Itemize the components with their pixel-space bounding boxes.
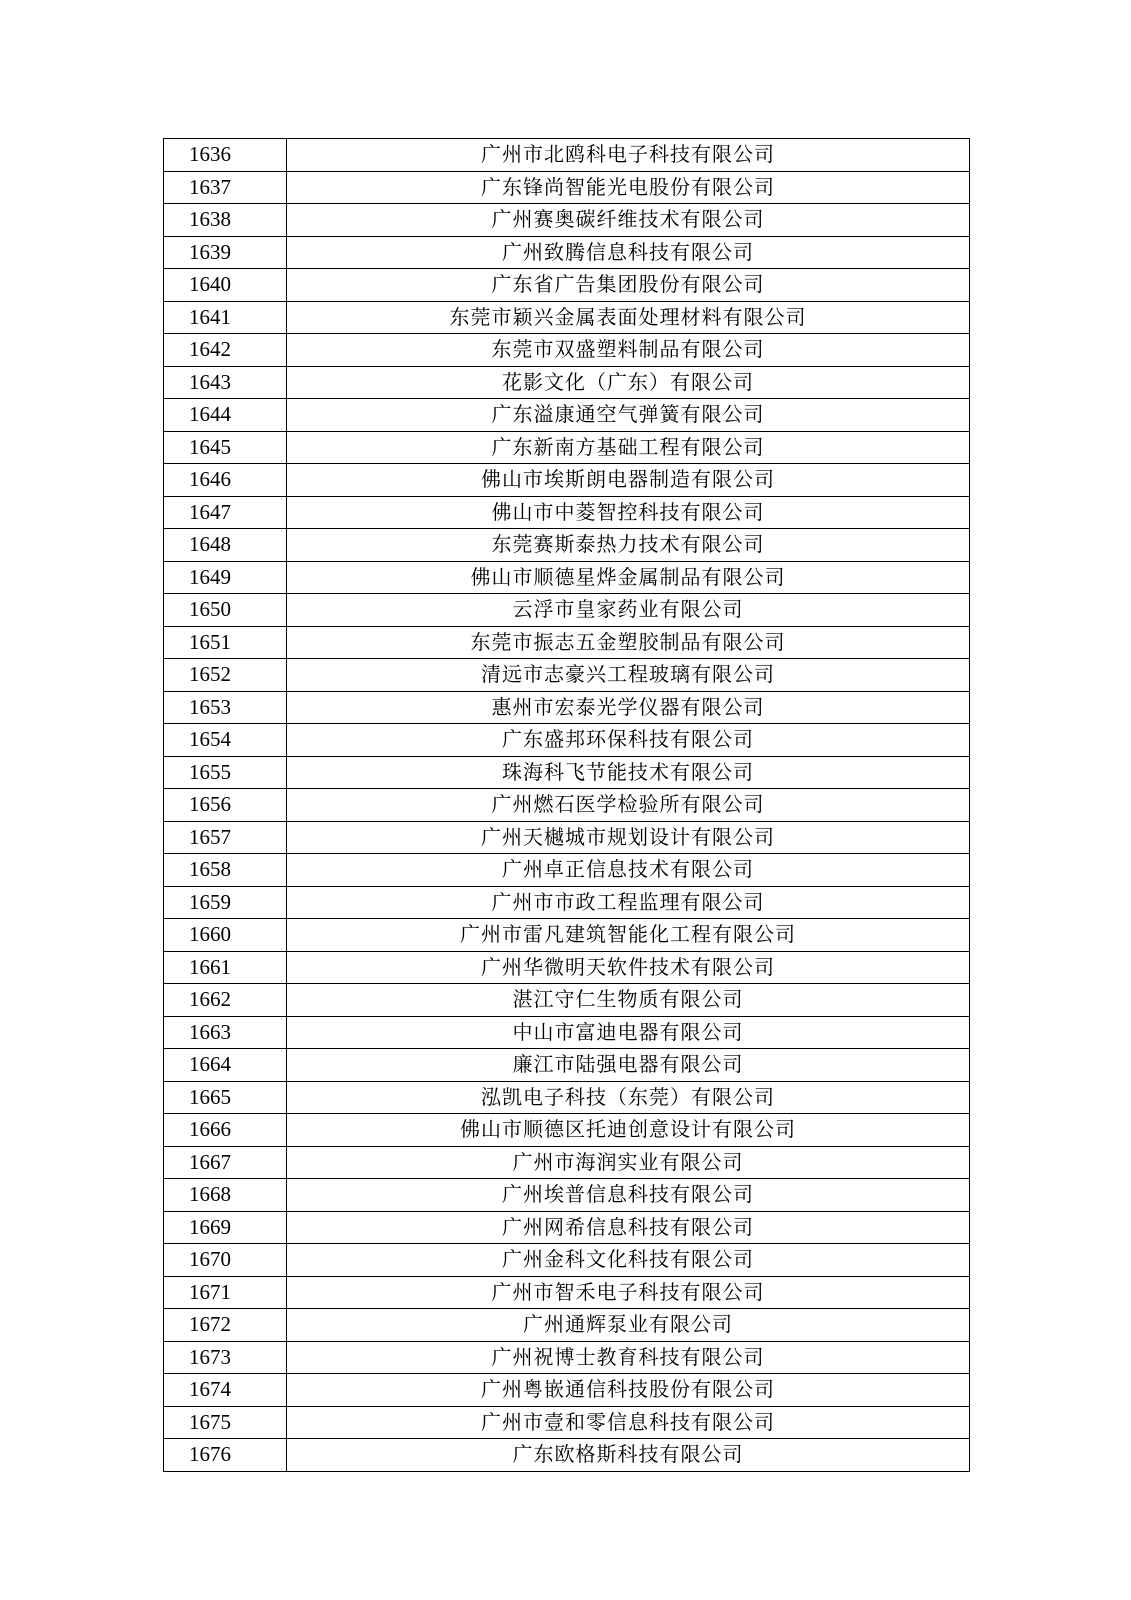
row-number: 1645 xyxy=(164,431,287,464)
table-row xyxy=(164,464,970,497)
row-number: 1673 xyxy=(164,1341,287,1374)
row-number: 1655 xyxy=(164,756,287,789)
table-row xyxy=(164,919,970,952)
table-row xyxy=(164,1374,970,1407)
row-number: 1644 xyxy=(164,399,287,432)
row-number: 1640 xyxy=(164,269,287,302)
table-row xyxy=(164,1244,970,1277)
company-name: 广州通辉泵业有限公司 xyxy=(287,1309,970,1342)
company-name: 广州燃石医学检验所有限公司 xyxy=(287,789,970,822)
row-number: 1643 xyxy=(164,366,287,399)
row-number: 1651 xyxy=(164,626,287,659)
company-name: 廉江市陆强电器有限公司 xyxy=(287,1049,970,1082)
table-row xyxy=(164,236,970,269)
row-number: 1674 xyxy=(164,1374,287,1407)
table-row xyxy=(164,594,970,627)
table-row xyxy=(164,171,970,204)
row-number: 1647 xyxy=(164,496,287,529)
company-name: 清远市志豪兴工程玻璃有限公司 xyxy=(287,659,970,692)
table-row xyxy=(164,1439,970,1472)
company-name: 佛山市顺德区托迪创意设计有限公司 xyxy=(287,1114,970,1147)
row-number: 1667 xyxy=(164,1146,287,1179)
company-name: 广州市壹和零信息科技有限公司 xyxy=(287,1406,970,1439)
company-name: 广州市市政工程监理有限公司 xyxy=(287,886,970,919)
table-row xyxy=(164,1211,970,1244)
row-number: 1663 xyxy=(164,1016,287,1049)
table-row xyxy=(164,204,970,237)
table-row xyxy=(164,399,970,432)
table-row xyxy=(164,1406,970,1439)
company-name: 广州祝博士教育科技有限公司 xyxy=(287,1341,970,1374)
row-number: 1665 xyxy=(164,1081,287,1114)
table-row xyxy=(164,1016,970,1049)
row-number: 1659 xyxy=(164,886,287,919)
company-name: 东莞赛斯泰热力技术有限公司 xyxy=(287,529,970,562)
row-number: 1650 xyxy=(164,594,287,627)
table-row xyxy=(164,561,970,594)
company-name: 泓凯电子科技（东莞）有限公司 xyxy=(287,1081,970,1114)
table-row xyxy=(164,1341,970,1374)
company-name: 广州华微明天软件技术有限公司 xyxy=(287,951,970,984)
company-name: 佛山市中菱智控科技有限公司 xyxy=(287,496,970,529)
table-row xyxy=(164,1081,970,1114)
row-number: 1671 xyxy=(164,1276,287,1309)
company-list-body xyxy=(164,139,970,1472)
company-name: 广州卓正信息技术有限公司 xyxy=(287,854,970,887)
company-name: 广东盛邦环保科技有限公司 xyxy=(287,724,970,757)
table-row xyxy=(164,756,970,789)
table-row xyxy=(164,269,970,302)
row-number: 1666 xyxy=(164,1114,287,1147)
table-row xyxy=(164,431,970,464)
row-number: 1636 xyxy=(164,139,287,172)
table-row xyxy=(164,691,970,724)
table-row xyxy=(164,854,970,887)
row-number: 1660 xyxy=(164,919,287,952)
row-number: 1670 xyxy=(164,1244,287,1277)
table-row xyxy=(164,886,970,919)
company-name: 东莞市振志五金塑胶制品有限公司 xyxy=(287,626,970,659)
company-name: 中山市富迪电器有限公司 xyxy=(287,1016,970,1049)
table-row xyxy=(164,1114,970,1147)
company-name: 广东新南方基础工程有限公司 xyxy=(287,431,970,464)
row-number: 1649 xyxy=(164,561,287,594)
row-number: 1661 xyxy=(164,951,287,984)
row-number: 1642 xyxy=(164,334,287,367)
table-row xyxy=(164,301,970,334)
table-row xyxy=(164,626,970,659)
row-number: 1675 xyxy=(164,1406,287,1439)
table-row xyxy=(164,1179,970,1212)
row-number: 1641 xyxy=(164,301,287,334)
table-row xyxy=(164,1276,970,1309)
row-number: 1664 xyxy=(164,1049,287,1082)
company-name: 广州市海润实业有限公司 xyxy=(287,1146,970,1179)
company-name: 云浮市皇家药业有限公司 xyxy=(287,594,970,627)
company-list-table xyxy=(163,138,970,1472)
row-number: 1637 xyxy=(164,171,287,204)
table-row xyxy=(164,984,970,1017)
table-row xyxy=(164,1309,970,1342)
company-name: 花影文化（广东）有限公司 xyxy=(287,366,970,399)
row-number: 1652 xyxy=(164,659,287,692)
company-name: 佛山市顺德星烨金属制品有限公司 xyxy=(287,561,970,594)
company-name: 广州赛奥碳纤维技术有限公司 xyxy=(287,204,970,237)
company-name: 广州市北鸥科电子科技有限公司 xyxy=(287,139,970,172)
table-row xyxy=(164,821,970,854)
table-row xyxy=(164,789,970,822)
table-row xyxy=(164,951,970,984)
company-name: 广州网希信息科技有限公司 xyxy=(287,1211,970,1244)
row-number: 1658 xyxy=(164,854,287,887)
table-row xyxy=(164,659,970,692)
company-name: 东莞市双盛塑料制品有限公司 xyxy=(287,334,970,367)
row-number: 1654 xyxy=(164,724,287,757)
company-name: 珠海科飞节能技术有限公司 xyxy=(287,756,970,789)
row-number: 1646 xyxy=(164,464,287,497)
row-number: 1669 xyxy=(164,1211,287,1244)
company-name: 广东锋尚智能光电股份有限公司 xyxy=(287,171,970,204)
row-number: 1656 xyxy=(164,789,287,822)
table-row xyxy=(164,139,970,172)
company-name: 广东省广告集团股份有限公司 xyxy=(287,269,970,302)
row-number: 1668 xyxy=(164,1179,287,1212)
company-name: 湛江守仁生物质有限公司 xyxy=(287,984,970,1017)
company-name: 广州埃普信息科技有限公司 xyxy=(287,1179,970,1212)
company-name: 广州金科文化科技有限公司 xyxy=(287,1244,970,1277)
company-name: 广州粤嵌通信科技股份有限公司 xyxy=(287,1374,970,1407)
table-row xyxy=(164,366,970,399)
company-name: 广东溢康通空气弹簧有限公司 xyxy=(287,399,970,432)
table-row xyxy=(164,724,970,757)
company-name: 佛山市埃斯朗电器制造有限公司 xyxy=(287,464,970,497)
row-number: 1676 xyxy=(164,1439,287,1472)
row-number: 1657 xyxy=(164,821,287,854)
row-number: 1662 xyxy=(164,984,287,1017)
row-number: 1638 xyxy=(164,204,287,237)
table-row xyxy=(164,529,970,562)
company-name: 惠州市宏泰光学仪器有限公司 xyxy=(287,691,970,724)
row-number: 1672 xyxy=(164,1309,287,1342)
row-number: 1653 xyxy=(164,691,287,724)
company-name: 东莞市颖兴金属表面处理材料有限公司 xyxy=(287,301,970,334)
row-number: 1648 xyxy=(164,529,287,562)
row-number: 1639 xyxy=(164,236,287,269)
table-row xyxy=(164,334,970,367)
table-row xyxy=(164,1146,970,1179)
table-row xyxy=(164,1049,970,1082)
company-name: 广州市智禾电子科技有限公司 xyxy=(287,1276,970,1309)
table-row xyxy=(164,496,970,529)
company-name: 广州致腾信息科技有限公司 xyxy=(287,236,970,269)
company-name: 广东欧格斯科技有限公司 xyxy=(287,1439,970,1472)
company-name: 广州市雷凡建筑智能化工程有限公司 xyxy=(287,919,970,952)
company-name: 广州天樾城市规划设计有限公司 xyxy=(287,821,970,854)
